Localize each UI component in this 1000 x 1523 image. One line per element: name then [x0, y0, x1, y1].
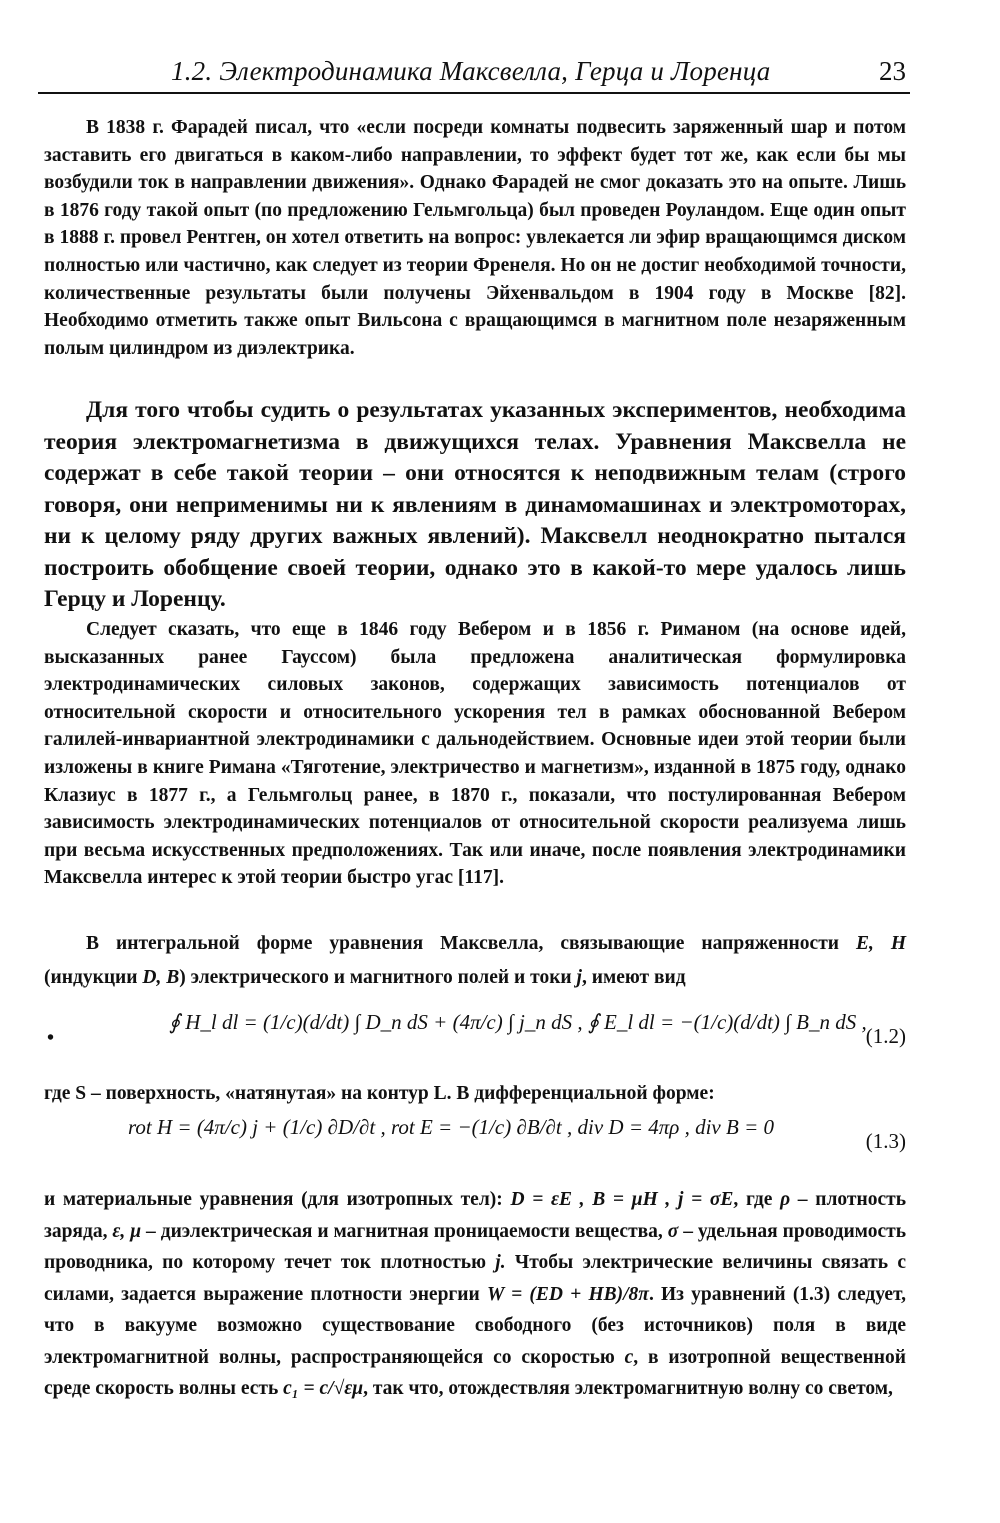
symbol-rho: ρ	[780, 1189, 791, 1210]
equation-1-3	[44, 1115, 906, 1175]
text-segment: и материальные уравнения (для изотропных тел):	[44, 1189, 503, 1210]
symbol-d-b: D, B	[142, 967, 180, 988]
text-segment: ) электрического и магнитного полей и токи	[179, 967, 572, 988]
section-title: 1.2. Электродинамика Максвелла, Герца и Лоренца	[171, 56, 771, 86]
symbol-j: j	[576, 967, 582, 988]
symbol-j-density: j.	[495, 1252, 506, 1273]
symbol-c: c	[624, 1346, 634, 1368]
text-segment: , имеют вид	[581, 967, 686, 988]
text-segment: , в изотропной вещественной среде скорость волны есть	[44, 1346, 907, 1399]
paragraph-faraday: В 1838 г. Фарадей писал, что «если посреди комнаты подвесить заряженный шар и потом заставить его двигаться в каком-либо направлении, то эффект будет тот же, как если бы мы возбудили ток в направлении движения». Однако Фарадей не смог доказать это на опыте. Лишь в 1876 году такой опыт (по предложению Гельмгольца) был проведен Роуландом. Еще один опыт в 1888 г. провел Рентген, он хотел ответить на вопрос: увлекается ли эфир вращающимся диском полностью или частично, как следует из теории Френеля. Но он не достиг необходимой точности, количественные результаты были получены Эйхенвальдом в 1904 году в Москве [82]. Необходимо отметить также опыт Вильсона с вращающимся в магнитном поле незаряженным полым цилиндром из диэлектрика.	[44, 117, 906, 359]
text-segment: , так что, отождествляя электромагнитную волну со светом,	[363, 1378, 893, 1399]
margin-dot: •	[47, 1027, 55, 1049]
paragraph-surface-note: где S – поверхность, «натянутая» на контур L. В дифференциальной форме:	[44, 1083, 715, 1104]
symbol-eps-mu: ε, μ	[112, 1220, 142, 1242]
material-equations: D = εE , B = μH , j = σE	[510, 1189, 734, 1210]
symbol-sigma: σ	[667, 1220, 679, 1242]
equation-1-2-number: (1.2)	[865, 1024, 906, 1048]
paragraph-material-equations	[44, 1184, 906, 1405]
text-segment: – диэлектрическая и магнитная проницаемости вещества,	[146, 1220, 663, 1242]
wave-speed-expression: c₁ = c/√εμ	[283, 1378, 364, 1399]
energy-expression: W = (ED + HB)/8π	[486, 1283, 649, 1305]
equation-1-3-number: (1.3)	[865, 1129, 906, 1153]
text-segment: (индукции	[44, 967, 138, 988]
page-number: 23	[879, 56, 906, 86]
text-segment: Чтобы электрические величины связать с силами, задается выражение плотности энергии	[44, 1252, 907, 1305]
running-header	[38, 56, 910, 94]
text-segment: . Из уравнений (1.3) следует, что в вакууме возможно существование свободного (без источников) поля в виде электромагнитной волны, распространяющейся со скоростью	[44, 1283, 907, 1368]
paragraph-integral-form	[44, 927, 906, 995]
equation-1-2	[44, 1010, 906, 1070]
equation-1-2-body: ∮ H_l dl = (1/c)(d/dt) ∫ D_n dS + (4π/c) ∫ j_n dS , ∮ E_l dl = −(1/c)(d/dt) ∫ B_n dS ,	[169, 1010, 867, 1034]
text-segment: – удельная проводимость проводника, по которому течет ток плотностью	[44, 1220, 906, 1273]
text-segment: – плотность заряда,	[44, 1189, 907, 1242]
paragraph-weber-riemann: Следует сказать, что еще в 1846 году Вебером и в 1856 г. Риманом (на основе идей, высказанных ранее Гауссом) была предложена аналитическая формулировка электродинамических силовых законов, содержащих зависимость потенциалов от относительной скорости и относительного ускорения тел в рамках обоснованной Вебером галилей-инвариантной электродинамики с дальнодействием. Основные идеи этой теории были изложены в книге Римана «Тяготение, электричество и магнетизм», изданной в 1875 году, однако Клазиус в 1877 г., а Гельмгольц ранее, в 1870 г., показали, что постулированная Вебером зависимость электродинамических потенциалов от относительной скорости реализуема лишь при весьма искусственных предположениях. Так или иначе, после появления электродинамики Максвелла интерес к этой теории быстро угас [117].	[44, 619, 906, 889]
equation-1-3-body: rot H = (4π/c) j + (1/c) ∂D/∂t , rot E = −(1/c) ∂B/∂t , div D = 4πρ , div B = 0	[128, 1115, 774, 1139]
text-segment: , где	[733, 1189, 773, 1210]
text-segment: В интегральной форме уравнения Максвелла, связывающие напряженности	[86, 933, 840, 954]
paragraph-theory-need: Для того чтобы судить о результатах указанных экспериментов, необходима теория электромагнетизма в движущихся телах. Уравнения Максвелла не содержат в себе такой теории – они относятся к неподвижным телам (строго говоря, они неприменимы ни к явлениям в динамомашинах и электромоторах, ни к целому ряду других важных явлений). Максвелл неоднократно пытался построить обобщение своей теории, однако это в какой-то мере удалось лишь Герцу и Лоренцу.	[44, 397, 906, 612]
symbol-e-h: E, H	[855, 933, 906, 954]
